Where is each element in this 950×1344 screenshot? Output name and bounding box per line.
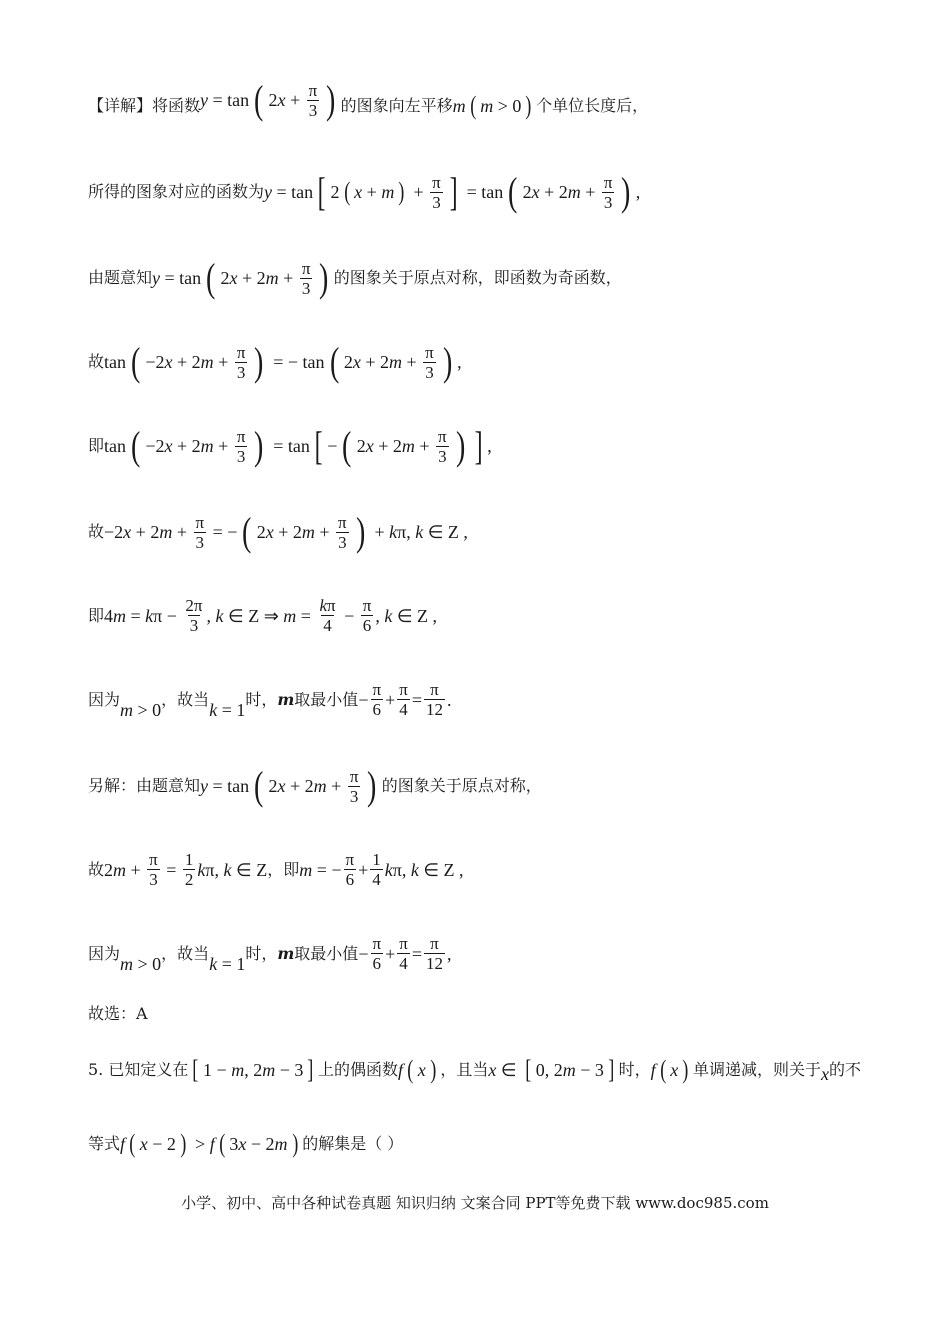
text: 取最小值 (294, 943, 359, 963)
text: 上的偶函数 (318, 1060, 399, 1079)
text: 单调递减，则关于 (692, 1060, 821, 1079)
solution-line-2 (88, 169, 641, 214)
text: 的图象向左平移 (340, 96, 453, 115)
text: ，故当 (161, 943, 210, 963)
formula: k = 1 (209, 699, 246, 720)
text: 另解：由题意知 (88, 776, 201, 795)
question-5-line-2 (88, 1124, 403, 1164)
text: 时， (618, 1060, 651, 1079)
text: 所得的图象对应的函数为 (88, 182, 265, 201)
question-5-line-1 (88, 1050, 861, 1090)
text: 故 (88, 352, 105, 371)
formula: f ( x − 2 ) > f ( 3 x − 2 m ) (120, 1129, 298, 1158)
formula: f ( x ) (650, 1055, 689, 1084)
formula: y = tan [ 2 ( x + m ) + $\frac{\pi}{3}$ ] = tan ( 2 x + 2 m + $\frac{\pi}{3}$ ) , (264, 169, 641, 214)
formula: f ( x ) (398, 1055, 437, 1084)
formula: tan ( −2 x + 2 m + $\frac{\pi}{3}$ ) = tan [ − ( 2 x + 2 m + $\frac{\pi}{3}$ ) ] , (104, 423, 492, 468)
formula: m = − $\frac{\pi}{6}$ + $\frac{1}{4}$ k π, k ∈ Z , (299, 850, 464, 889)
text: 的图象关于原点对称， (381, 776, 542, 795)
formula: y = tan ( 2 x + 2 m + $\frac{\pi}{3}$ ) (200, 763, 377, 808)
text: ，即 (267, 859, 300, 879)
solution-line-5 (88, 423, 492, 468)
formula: tan ( −2 x + 2 m + $\frac{\pi}{3}$ ) = − tan ( 2 x + 2 m + $\frac{\pi}{3}$ ) , (104, 339, 462, 384)
formula: 4 m = k π − $\frac{2\pi}{3}$ , k ∈ Z ⇒ m = $\frac{k\pi}{4}$ − $\frac{\pi}{6}$ , k ∈ Z , (104, 596, 438, 635)
text: 因为 (88, 689, 121, 709)
text: 的图象关于原点对称，即函数为奇函数， (333, 268, 622, 287)
formula: m > 0 (120, 699, 162, 720)
text: 【详解】将函数 (88, 96, 201, 115)
text: 取最小值 (294, 689, 359, 709)
solution-line-9 (88, 763, 542, 808)
formula: y = tan ( 2 x + $\frac{\pi}{3}$ ) (200, 77, 336, 122)
solution-line-8 (88, 680, 451, 719)
text: 的解集是（ ） (302, 1134, 404, 1153)
formula: x ∈ [ 0, 2 m − 3 ] (488, 1055, 615, 1084)
formula: − $\frac{\pi}{6}$ + $\frac{\pi}{4}$ = $\frac{\pi}{12}$ , (358, 934, 452, 973)
formula: x (820, 1064, 829, 1084)
text: m (277, 689, 295, 709)
solution-line-10 (88, 850, 464, 889)
text: 个单位长度后， (536, 96, 649, 115)
formula: k = 1 (209, 953, 246, 974)
text: 因为 (88, 943, 121, 963)
formula: m ( m > 0 ) (452, 91, 532, 120)
text: ，且当 (440, 1060, 489, 1079)
text: 等式 (88, 1134, 121, 1153)
solution-line-11 (88, 934, 451, 973)
formula: y = tan ( 2 x + 2 m + $\frac{\pi}{3}$ ) (152, 255, 329, 300)
text: ，故当 (161, 689, 210, 709)
solution-line-3 (88, 255, 622, 300)
text: 的不 (828, 1060, 861, 1079)
solution-line-6 (88, 509, 468, 554)
text: m (277, 943, 295, 963)
solution-line-7 (88, 596, 437, 635)
text: 即 (88, 605, 105, 625)
text: 故 (88, 859, 105, 879)
formula: m > 0 (120, 953, 162, 974)
formula: −2 x + 2 m + $\frac{\pi}{3}$ = − ( 2 x + 2 m + $\frac{\pi}{3}$ ) + k π, k ∈ Z , (104, 509, 468, 554)
solution-line-1 (88, 77, 649, 126)
text: 故 (88, 522, 105, 541)
text: 由题意知 (88, 268, 153, 287)
text: 即 (88, 436, 105, 455)
text: 故选：A (88, 1004, 148, 1023)
text: 时， (245, 689, 278, 709)
text: 时， (245, 943, 278, 963)
answer-line (88, 1004, 148, 1024)
text: 5. 已知定义在 (88, 1060, 189, 1079)
page-footer: 小学、初中、高中各种试卷真题 知识归纳 文案合同 PPT等免费下载 www.doc985.com (181, 1194, 769, 1212)
formula: − $\frac{\pi}{6}$ + $\frac{\pi}{4}$ = $\frac{\pi}{12}$ . (358, 680, 452, 719)
formula: 2 m + $\frac{\pi}{3}$ = $\frac{1}{2}$ k π, k ∈ Z (104, 850, 268, 889)
solution-line-4 (88, 339, 462, 384)
formula: [ 1 − m , 2 m − 3 ] (192, 1055, 314, 1084)
